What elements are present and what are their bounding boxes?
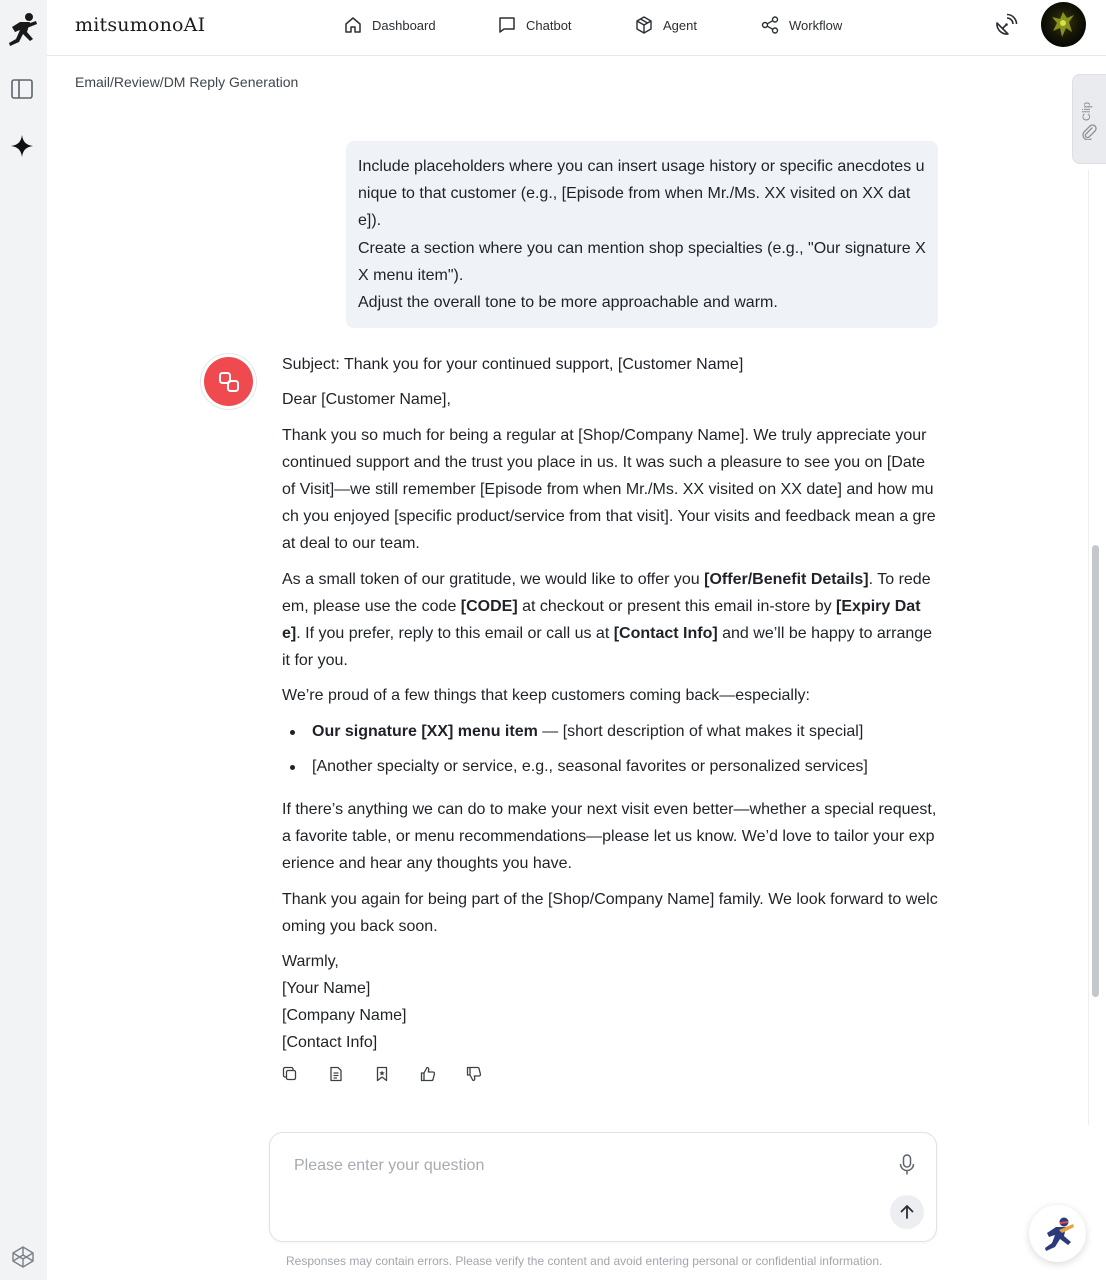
email-paragraph: Thank you so much for being a regular at [Shop/Company Name]. We truly appreciate your continued support and the trust you place in us. It was such a pleasure to see you on [Date of Visit]—we still remember [Episode from when Mr./Ms. XX visited on XX date] and how much you enjoyed [specific product/service from that visit]. Your visits and feedback mean a great deal to our team. [282,427,936,552]
satellite-dish-icon[interactable] [992,13,1018,39]
user-message-bubble [346,141,938,328]
bold-placeholder: [Expiry Date] [282,598,921,642]
nav-workflow-label: Workflow [789,17,843,33]
breadcrumb: Email/Review/DM Reply Generation [75,74,299,90]
email-greeting: Dear [Customer Name], [282,391,451,408]
paperclip-icon [1081,124,1097,140]
list-item [282,753,938,780]
thumbs-down-icon [466,1066,482,1082]
email-signoff-line: [Company Name] [282,1007,407,1024]
bookmark-icon [374,1066,390,1082]
cube-icon [634,15,654,35]
send-button[interactable] [890,1195,924,1229]
sidebar-toggle-icon[interactable] [11,79,33,99]
nav-agent[interactable] [634,13,697,37]
user-message-line: Adjust the overall tone to be more approachable and warm. [358,294,778,312]
bold-placeholder: [CODE] [460,598,518,615]
sparkle-icon[interactable] [10,134,34,158]
scrollbar[interactable] [1088,170,1104,1125]
specialties-list [282,718,938,780]
arrow-up-icon [898,1203,916,1221]
scrollbar-thumb[interactable] [1092,545,1099,997]
floating-assistant-button[interactable] [1029,1205,1086,1262]
top-header [47,0,1106,56]
thumbs-up-icon [420,1066,436,1082]
thumbs-down-button[interactable] [466,1066,482,1082]
nav-dashboard[interactable] [343,13,436,37]
email-subject: Subject: Thank you for your continued support, [Customer Name] [282,356,744,373]
bold-placeholder: [Contact Info] [613,625,718,642]
nav-chatbot[interactable] [497,13,572,37]
nav-chatbot-label: Chatbot [526,17,572,33]
email-signoff-line: Warmly, [282,953,339,970]
home-icon [343,15,363,35]
ninja-mascot-icon [1038,1214,1078,1254]
user-avatar[interactable] [1041,2,1086,47]
avatar-figure-icon [1041,2,1086,47]
question-input[interactable] [294,1153,854,1179]
email-signoff-line: [Contact Info] [282,1034,378,1051]
document-icon [328,1066,344,1082]
copy-button[interactable] [282,1066,298,1082]
composer [269,1132,937,1242]
list-item-text: [Another specialty or service, e.g., seasonal favorites or personalized services] [312,758,868,775]
user-message-line: Include placeholders where you can insert usage history or specific anecdotes unique to that customer (e.g., [Episode from when Mr./Ms. XX visited on XX date]). [358,158,925,230]
text-span: and we’ll be happy to arrange it for you. [282,625,933,669]
list-item-bold: Our signature [XX] menu item [312,723,538,740]
message-actions [282,1066,482,1082]
bold-placeholder: [Offer/Benefit Details] [704,571,869,588]
email-signoff-line: [Your Name] [282,980,371,997]
microphone-icon[interactable] [897,1153,917,1177]
runner-logo-icon[interactable] [6,12,40,48]
chat-bubble-icon [497,15,517,35]
assistant-avatar-badge [204,357,253,406]
email-paragraph-offer [282,566,938,674]
nav-workflow[interactable] [760,13,842,37]
bookmark-button[interactable] [374,1066,390,1082]
email-paragraph: Thank you again for being part of the [Shop/Company Name] family. We look forward to welcoming you back soon. [282,891,938,935]
list-item [282,718,938,745]
email-paragraph: We’re proud of a few things that keep customers coming back—especially: [282,687,810,704]
disclaimer-text: Responses may contain errors. Please verify the content and avoid entering personal or confidential information. [286,1254,883,1268]
export-document-button[interactable] [328,1066,344,1082]
share-nodes-icon [760,15,780,35]
email-paragraph: If there’s anything we can do to make your next visit even better—whether a special request, a favorite table, or menu recommendations—please let us know. We’d love to tailor your experience and hear any thoughts you have. [282,801,937,872]
text-span: As a small token of our gratitude, we would like to offer you [282,571,705,588]
assistant-avatar [200,353,257,410]
clip-tab-label: Clip [1081,102,1093,121]
linked-squares-icon [215,368,243,396]
copy-icon [282,1066,298,1082]
text-span: . To redeem, please use the code [282,571,931,615]
brand-name[interactable]: mitsumonoAI [75,14,206,36]
nav-agent-label: Agent [663,17,697,33]
thumbs-up-button[interactable] [420,1066,436,1082]
nav-dashboard-label: Dashboard [372,17,436,33]
left-rail [0,0,47,1280]
codepen-cube-icon[interactable] [11,1245,35,1269]
assistant-message [282,351,938,1056]
clip-tab[interactable] [1072,74,1106,164]
list-item-text: — [short description of what makes it special] [537,723,864,740]
user-message-line: Create a section where you can mention shop specialties (e.g., "Our signature XX menu item"). [358,239,926,284]
text-span: . If you prefer, reply to this email or call us at [296,625,614,642]
text-span: at checkout or present this email in-store by [517,598,837,615]
